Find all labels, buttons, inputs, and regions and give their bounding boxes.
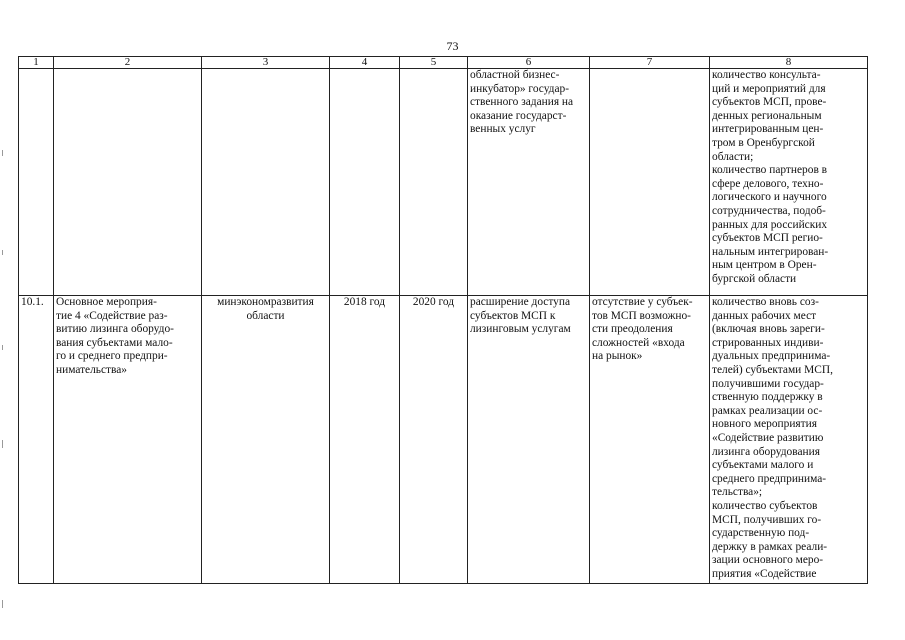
- cell-consequences: отсутствие у субъек- тов МСП возможно- сти преодоления сложностей «входа на рынок»: [590, 296, 710, 584]
- cell-indicators: количество консульта- ций и мероприятий для субъектов МСП, прове- денных региональным интегрированным цен- тром в Оренбургской области; количество партнеров в сфере делового, техно- логического и научного сотрудничества, подоб- ранных для российских субъектов МСП регио- нальным интегрирован- ным центром в Орен- бургской области: [710, 69, 868, 296]
- scan-mark: [2, 440, 3, 448]
- column-header-6: 6: [468, 57, 590, 69]
- cell-number: 10.1.: [19, 296, 54, 584]
- column-header-8: 8: [710, 57, 868, 69]
- table-row: [19, 296, 868, 584]
- page-number: 73: [446, 39, 459, 53]
- scan-mark: [2, 150, 3, 156]
- column-number-row: [19, 57, 868, 69]
- cell-consequences: [590, 69, 710, 296]
- scan-mark: [2, 345, 3, 350]
- cell-start-year: [330, 69, 400, 296]
- column-header-7: 7: [590, 57, 710, 69]
- cell-measure-name: Основное мероприя- тие 4 «Содействие раз- витию лизинга оборудо- вания субъектами мало- го и среднего предпри- нимательства»: [54, 296, 202, 584]
- cell-measure-name: [54, 69, 202, 296]
- cell-end-year: [400, 69, 468, 296]
- scan-mark: [2, 600, 3, 608]
- cell-start-year: 2018 год: [330, 296, 400, 584]
- table-row: [19, 69, 868, 296]
- column-header-2: 2: [54, 57, 202, 69]
- column-header-5: 5: [400, 57, 468, 69]
- column-header-4: 4: [330, 57, 400, 69]
- cell-end-year: 2020 год: [400, 296, 468, 584]
- cell-expected-result: областной бизнес- инкубатор» государ- ственного задания на оказание государст- венных услуг: [468, 69, 590, 296]
- column-header-1: 1: [19, 57, 54, 69]
- cell-executor: минэкономразвития области: [202, 296, 330, 584]
- cell-executor: [202, 69, 330, 296]
- measures-table: [18, 56, 868, 584]
- scan-mark: [2, 250, 3, 255]
- cell-expected-result: расширение доступа субъектов МСП к лизинговым услугам: [468, 296, 590, 584]
- cell-indicators: количество вновь соз- данных рабочих мест (включая вновь зареги- стрированных индиви- дуальных предпринима- телей) субъектами МСП, получившими государ- ственную поддержку в рамках реализации ос- новного мероприятия «Содействие развитию лизинга оборудования субъектами малого и среднего предпринима- тельства»; количество субъектов МСП, получивших го- сударственную под- держку в рамках реали- зации основного меро- приятия «Содействие: [710, 296, 868, 584]
- column-header-3: 3: [202, 57, 330, 69]
- cell-number: [19, 69, 54, 296]
